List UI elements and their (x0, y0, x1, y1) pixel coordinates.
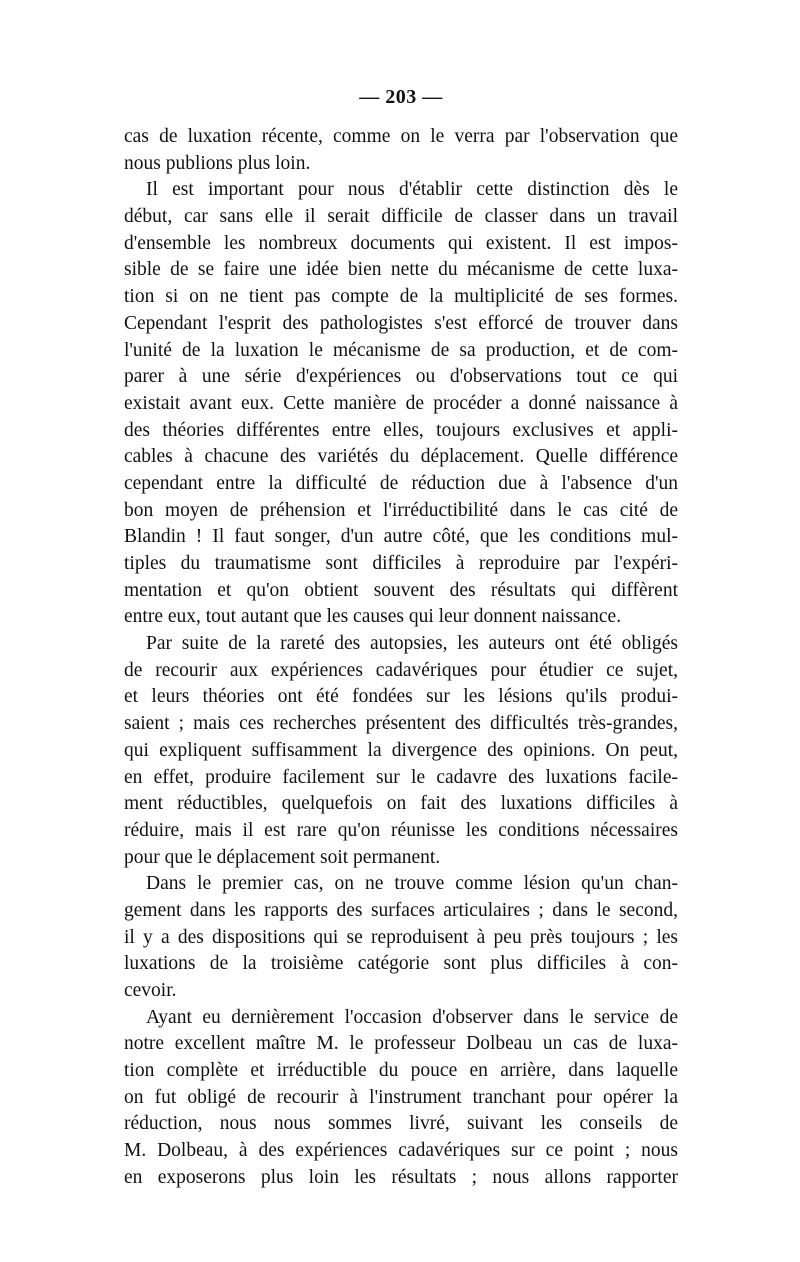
text-line: notre excellent maître M. le professeur Dolbeau un cas de luxa- (124, 1033, 678, 1055)
text-line: on fut obligé de recourir à l'instrument tranchant pour opérer la (124, 1086, 678, 1108)
text-line: réduire, mais il est rare qu'on réunisse les conditions nécessaires (124, 819, 678, 841)
text-line: Cependant l'esprit des pathologistes s'est efforcé de trouver dans (124, 312, 678, 334)
text-line: cependant entre la difficulté de réduction due à l'absence d'un (124, 472, 678, 494)
text-line: pour que le déplacement soit permanent. (124, 846, 441, 868)
text-line: existait avant eux. Cette manière de procéder a donné naissance à (124, 392, 678, 414)
text-line: tion si on ne tient pas compte de la multiplicité de ses formes. (124, 286, 678, 308)
text-line: Ayant eu dernièrement l'occasion d'observer dans le service de (146, 1006, 678, 1028)
body-text (124, 124, 678, 1192)
text-line: nous publions plus loin. (124, 152, 311, 174)
text-line: sible de se faire une idée bien nette du mécanisme de cette luxa- (124, 259, 678, 281)
text-line: M. Dolbeau, à des expériences cadavériques sur ce point ; nous (124, 1140, 678, 1162)
text-line: Par suite de la rareté des autopsies, les auteurs ont été obligés (146, 633, 678, 655)
text-line: cas de luxation récente, comme on le verra par l'observation que (124, 126, 678, 147)
text-line: réduction, nous nous sommes livré, suivant les conseils de (124, 1113, 678, 1135)
text-line: des théories différentes entre elles, toujours exclusives et appli- (124, 419, 678, 441)
text-line: parer à une série d'expériences ou d'observations tout ce qui (124, 366, 678, 388)
text-line: Blandin ! Il faut songer, d'un autre côté, que les conditions mul- (124, 526, 678, 548)
text-line: luxations de la troisième catégorie sont plus difficiles à con- (124, 953, 678, 975)
text-line: entre eux, tout autant que les causes qui leur donnent naissance. (124, 606, 622, 628)
text-line: de recourir aux expériences cadavériques pour étudier ce sujet, (124, 659, 678, 681)
text-line: ment réductibles, quelquefois on fait des luxations difficiles à (124, 793, 678, 815)
text-line: gement dans les rapports des surfaces articulaires ; dans le second, (124, 899, 678, 921)
text-line: cables à chacune des variétés du déplacement. Quelle différence (124, 446, 678, 468)
text-line: mentation et qu'on obtient souvent des résultats qui diffèrent (124, 579, 678, 601)
text-line: saient ; mais ces recherches présentent des difficultés très-grandes, (124, 713, 678, 735)
text-line: Dans le premier cas, on ne trouve comme lésion qu'un chan- (146, 873, 678, 895)
text-line: qui expliquent suffisamment la divergence des opinions. On peut, (124, 739, 678, 761)
text-line: début, car sans elle il serait difficile de classer dans un travail (124, 206, 678, 228)
text-line: Il est important pour nous d'établir cette distinction dès le (146, 179, 678, 201)
text-line: et leurs théories ont été fondées sur les lésions qu'ils produi- (124, 686, 678, 708)
text-line: il y a des dispositions qui se reproduisent à peu près toujours ; les (124, 926, 678, 948)
text-line: d'ensemble les nombreux documents qui existent. Il est impos- (124, 232, 678, 254)
text-line: l'unité de la luxation le mécanisme de sa production, et de com- (124, 339, 678, 361)
text-line: bon moyen de préhension et l'irréductibilité dans le cas cité de (124, 499, 678, 521)
page-number: — 203 — (359, 86, 443, 108)
text-line: tion complète et irréductible du pouce en arrière, dans laquelle (124, 1060, 678, 1082)
text-line: en effet, produire facilement sur le cadavre des luxations facile- (124, 766, 678, 788)
text-line: en exposerons plus loin les résultats ; nous allons rapporter (124, 1166, 678, 1188)
book-page (124, 0, 678, 1262)
text-line: cevoir. (124, 980, 177, 1001)
text-line: tiples du traumatisme sont difficiles à reproduire par l'expéri- (124, 553, 678, 574)
